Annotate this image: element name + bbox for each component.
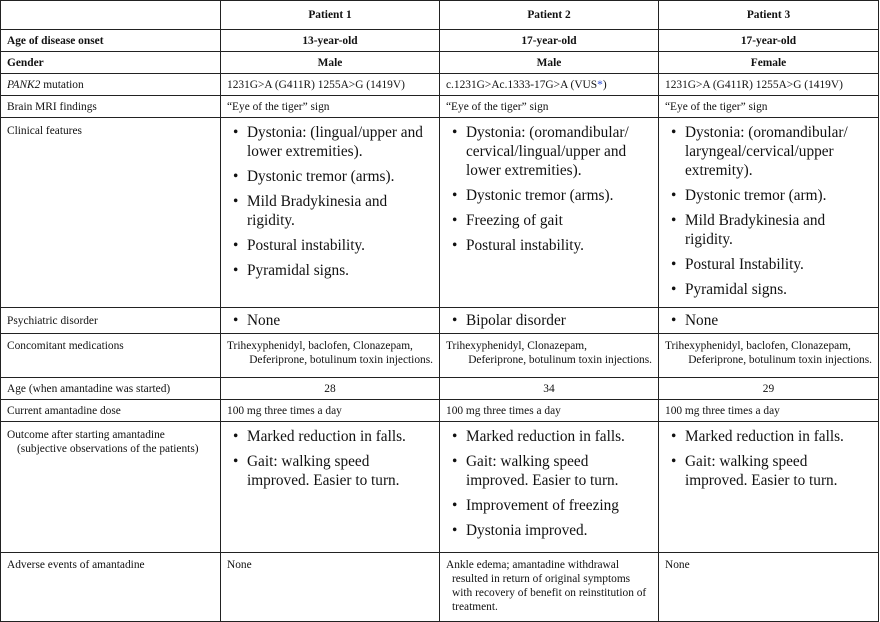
list-item: • Mild Bradykinesia and rigidity. <box>685 211 872 249</box>
adverse-p2-line1: Ankle edema; amantadine withdrawal <box>446 559 620 571</box>
outcome-label-line2: (subjective observations of the patients) <box>17 443 199 455</box>
clinical-p2-list <box>446 123 652 255</box>
age-started-label: Age (when amantadine was started) <box>1 378 221 400</box>
list-item: • Postural Instability. <box>685 255 872 274</box>
dose-p2: 100 mg three times a day <box>440 400 659 422</box>
psychiatric-row <box>1 308 879 334</box>
header-patient-2: Patient 2 <box>440 1 659 30</box>
onset-row <box>1 30 879 52</box>
list-item: • Dystonia: (lingual/upper and lower extremities). <box>247 123 433 161</box>
mri-p2: “Eye of the tiger” sign <box>440 96 659 118</box>
mutation-label-rest: mutation <box>40 78 84 91</box>
psychiatric-p2 <box>440 308 659 334</box>
list-item: • Dystonic tremor (arm). <box>685 186 872 205</box>
list-item: • Pyramidal signs. <box>685 280 872 299</box>
adverse-row <box>1 553 879 622</box>
list-item: • Postural instability. <box>247 236 433 255</box>
clinical-p3-list <box>665 123 872 299</box>
mutation-p2 <box>440 74 659 96</box>
list-item: • Pyramidal signs. <box>247 261 433 280</box>
clinical-p1-list <box>227 123 433 280</box>
clinical-p1 <box>221 118 440 308</box>
list-item: • Dystonic tremor (arms). <box>466 186 652 205</box>
psychiatric-p1 <box>221 308 440 334</box>
list-item: • Marked reduction in falls. <box>466 427 652 446</box>
clinical-p3 <box>659 118 879 308</box>
list-item: • Dystonia: (oromandibular/ cervical/lingual/upper and lower extremities). <box>466 123 652 180</box>
mutation-p2-text: c.1231G>Ac.1333-17G>A (VUS <box>446 78 598 91</box>
adverse-p2-rest: resulted in return of original symptoms with recovery of benefit on reinstitution of treatment. <box>452 573 647 613</box>
mutation-p2-close: ) <box>602 78 607 91</box>
medications-p3 <box>659 334 879 378</box>
list-item: • Gait: walking speed improved. Easier to turn. <box>247 452 433 490</box>
age-started-row <box>1 378 879 400</box>
medications-label: Concomitant medications <box>1 334 221 378</box>
age-started-p3: 29 <box>659 378 879 400</box>
gender-row <box>1 52 879 74</box>
outcome-p1 <box>221 422 440 553</box>
mri-label: Brain MRI findings <box>1 96 221 118</box>
medications-p2 <box>440 334 659 378</box>
medications-row <box>1 334 879 378</box>
outcome-p2 <box>440 422 659 553</box>
header-patient-1: Patient 1 <box>221 1 440 30</box>
medications-p3-line1: Trihexyphenidyl, baclofen, Clonazepam, <box>665 340 851 352</box>
list-item: • Marked reduction in falls. <box>247 427 433 446</box>
dose-row <box>1 400 879 422</box>
onset-p2: 17-year-old <box>440 30 659 52</box>
mri-p3: “Eye of the tiger” sign <box>659 96 879 118</box>
outcome-label <box>1 422 221 553</box>
adverse-p1: None <box>221 553 440 622</box>
outcome-row <box>1 422 879 553</box>
psychiatric-label: Psychiatric disorder <box>1 308 221 334</box>
clinical-p2 <box>440 118 659 308</box>
list-item: • None <box>247 311 433 330</box>
outcome-p1-list <box>227 427 433 490</box>
mri-p1: “Eye of the tiger” sign <box>221 96 440 118</box>
age-started-p2: 34 <box>440 378 659 400</box>
dose-p3: 100 mg three times a day <box>659 400 879 422</box>
gender-p1: Male <box>221 52 440 74</box>
outcome-p3 <box>659 422 879 553</box>
psychiatric-p3 <box>659 308 879 334</box>
list-item: • Mild Bradykinesia and rigidity. <box>247 192 433 230</box>
list-item: • Dystonia: (oromandibular/ laryngeal/cervical/upper extremity). <box>685 123 872 180</box>
mutation-p3: 1231G>A (G411R) 1255A>G (1419V) <box>659 74 879 96</box>
gene-name: PANK2 <box>7 78 41 91</box>
medications-p2-line2: Deferiprone, botulinum toxin injections. <box>468 354 652 366</box>
mutation-label <box>1 74 221 96</box>
gender-label: Gender <box>1 52 221 74</box>
medications-p3-line2: Deferiprone, botulinum toxin injections. <box>688 354 872 366</box>
outcome-p3-list <box>665 427 872 490</box>
dose-p1: 100 mg three times a day <box>221 400 440 422</box>
medications-p2-line1: Trihexyphenidyl, Clonazepam, <box>446 340 587 352</box>
mri-row <box>1 96 879 118</box>
mutation-p1: 1231G>A (G411R) 1255A>G (1419V) <box>221 74 440 96</box>
list-item: • Gait: walking speed improved. Easier to turn. <box>466 452 652 490</box>
adverse-p3: None <box>659 553 879 622</box>
medications-p1-line1: Trihexyphenidyl, baclofen, Clonazepam, <box>227 340 413 352</box>
mutation-row <box>1 74 879 96</box>
gender-p3: Female <box>659 52 879 74</box>
medications-p1-line2: Deferiprone, botulinum toxin injections. <box>249 354 433 366</box>
outcome-label-line1: Outcome after starting amantadine <box>7 429 165 441</box>
list-item: • Gait: walking speed improved. Easier to turn. <box>685 452 872 490</box>
list-item: • Marked reduction in falls. <box>685 427 872 446</box>
clinical-row <box>1 118 879 308</box>
adverse-label: Adverse events of amantadine <box>1 553 221 622</box>
clinical-label: Clinical features <box>1 118 221 308</box>
medications-p1 <box>221 334 440 378</box>
list-item: • Improvement of freezing <box>466 496 652 515</box>
list-item: • Bipolar disorder <box>466 311 652 330</box>
header-row <box>1 1 879 30</box>
dose-label: Current amantadine dose <box>1 400 221 422</box>
gender-p2: Male <box>440 52 659 74</box>
header-empty-cell <box>1 1 221 30</box>
list-item: • None <box>685 311 872 330</box>
adverse-p2 <box>440 553 659 622</box>
list-item: • Freezing of gait <box>466 211 652 230</box>
outcome-p2-list <box>446 427 652 540</box>
vus-footnote-link[interactable]: * <box>597 78 603 91</box>
onset-p1: 13-year-old <box>221 30 440 52</box>
header-patient-3: Patient 3 <box>659 1 879 30</box>
onset-label: Age of disease onset <box>1 30 221 52</box>
list-item: • Dystonia improved. <box>466 521 652 540</box>
age-started-p1: 28 <box>221 378 440 400</box>
list-item: • Postural instability. <box>466 236 652 255</box>
onset-p3: 17-year-old <box>659 30 879 52</box>
list-item: • Dystonic tremor (arms). <box>247 167 433 186</box>
